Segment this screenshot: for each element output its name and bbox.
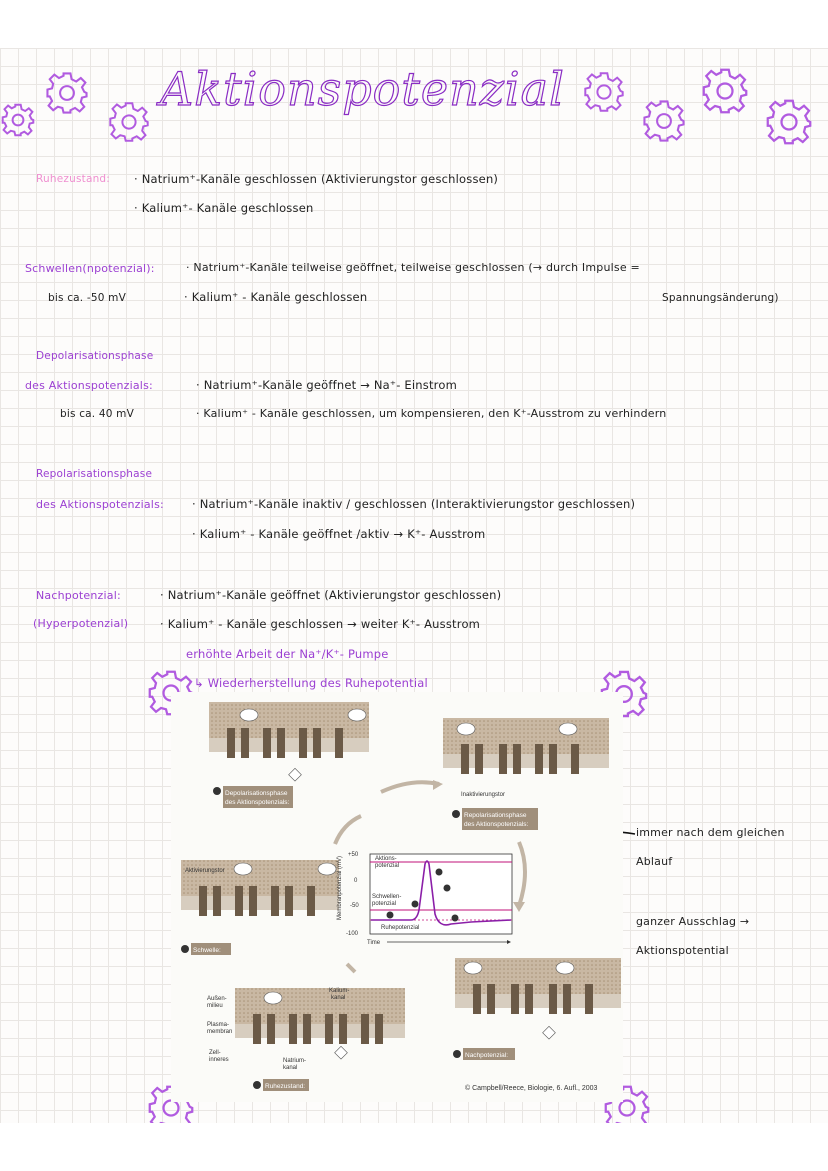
tick-label: 0 — [354, 878, 358, 884]
graph-annotation: Ruhepotenzial — [381, 925, 420, 931]
gear-icon — [107, 100, 151, 144]
text-line: · Kalium⁺ - Kanäle geschlossen, um kompensieren, den K⁺-Ausstrom zu verhindern — [196, 407, 667, 420]
tick-label: -100 — [346, 931, 359, 937]
label-aussenmilieu: milieu — [207, 1003, 223, 1009]
step3-label: des Aktionspotenzials: — [225, 799, 290, 806]
side-note: ganzer Ausschlag → — [636, 915, 750, 928]
side-note: Aktionspotential — [636, 944, 729, 957]
label-ruhezustand: Ruhezustand: — [36, 173, 111, 185]
axis-label: Time — [367, 940, 381, 946]
step1-label: Ruhezustand: — [265, 1083, 306, 1090]
label-aussenmilieu: Außen- — [207, 996, 227, 1002]
label-nachpotenzial: Nachpotenzial: — [36, 589, 121, 602]
aktivierungstor-label: Aktivierungstor — [185, 868, 225, 874]
gear-icon — [44, 70, 90, 116]
step2-label: Schwelle: — [193, 947, 221, 954]
gear-icon — [582, 70, 626, 114]
inaktivierungstor-label: Inaktivierungstor — [461, 792, 506, 798]
step5-label: Nachpotenzial: — [465, 1052, 508, 1059]
text-line: ↳ Wiederherstellung des Ruhepotential — [194, 676, 428, 690]
label-kaliumkanal: Kalium- — [329, 988, 350, 994]
text-line: · Natrium⁺-Kanäle geöffnet (Aktivierungstor geschlossen) — [160, 588, 502, 602]
label-natriumkanal: kanal — [283, 1065, 298, 1071]
gear-icon — [700, 66, 750, 116]
label-repolarisation: Repolarisationsphase — [36, 468, 153, 480]
text-line: bis ca. 40 mV — [60, 408, 134, 420]
text-line: · Natrium⁺-Kanäle geöffnet → Na⁺- Einstrom — [196, 378, 457, 392]
label-kaliumkanal: kanal — [331, 995, 346, 1001]
step4-label: Repolarisationsphase — [464, 812, 527, 819]
page-title: Aktionspotenzial — [160, 62, 565, 116]
text-line: · Kalium⁺ - Kanäle geschlossen → weiter K⁺- Ausstrom — [160, 617, 481, 631]
text-line: · Kalium⁺ - Kanäle geöffnet /aktiv → K⁺- Ausstrom — [192, 527, 486, 541]
panel-schwelle — [181, 860, 339, 955]
text-line: · Natrium⁺-Kanäle inaktiv / geschlossen (Interaktivierungstor geschlossen) — [192, 497, 636, 511]
text-line: · Kalium⁺ - Kanäle geschlossen — [184, 290, 368, 304]
gear-icon — [641, 98, 687, 144]
membrane-potential-graph — [337, 852, 512, 946]
tick-label: -50 — [350, 903, 359, 909]
panel-nachpotenzial — [453, 958, 621, 1060]
graph-annotation: Aktions- — [375, 856, 397, 862]
label-depolarisation: Depolarisationsphase — [36, 350, 154, 362]
side-note: Ablauf — [636, 855, 673, 868]
graph-annotation: Schwellen- — [372, 894, 402, 900]
panel-repolarisation — [443, 718, 609, 830]
label-depolarisation: des Aktionspotenzials: — [25, 379, 153, 392]
text-line: bis ca. -50 mV — [48, 292, 126, 304]
panel-depolarisation — [209, 702, 369, 808]
step4-label: des Aktionspotenzials: — [464, 821, 529, 828]
label-zellinneres: inneres — [209, 1057, 229, 1063]
label-repolarisation: des Aktionspotenzials: — [36, 498, 164, 511]
axis-label: Membranpotenzial (mV) — [337, 855, 343, 920]
figure-credit: © Campbell/Reece, Biologie, 6. Aufl., 2003 — [465, 1085, 598, 1092]
text-line: erhöhte Arbeit der Na⁺/K⁺- Pumpe — [186, 647, 389, 661]
action-potential-figure — [171, 692, 623, 1102]
label-plasmamembran: Plasma- — [207, 1022, 230, 1028]
label-natriumkanal: Natrium- — [283, 1058, 307, 1064]
panel-ruhezustand — [207, 988, 405, 1091]
gear-icon — [764, 97, 814, 147]
text-line: Spannungsänderung) — [662, 292, 779, 304]
step3-label: Depolarisationsphase — [225, 790, 288, 797]
text-line: · Natrium⁺-Kanäle teilweise geöffnet, teilweise geschlossen (→ durch Impulse = — [186, 261, 640, 274]
label-schwelle: Schwellen(npotenzial): — [25, 262, 155, 275]
graph-annotation: potenzial — [372, 901, 397, 907]
label-zellinneres: Zell- — [209, 1050, 221, 1056]
gear-icon — [0, 102, 36, 138]
side-note: immer nach dem gleichen — [636, 826, 785, 839]
graph-annotation: potenzial — [375, 863, 400, 869]
text-line: · Natrium⁺-Kanäle geschlossen (Aktivierungstor geschlossen) — [134, 172, 499, 186]
text-line: · Kalium⁺- Kanäle geschlossen — [134, 201, 314, 215]
label-hyperpotenzial: (Hyperpotenzial) — [33, 617, 129, 630]
tick-label: +50 — [348, 852, 359, 858]
label-plasmamembran: membran — [207, 1029, 233, 1035]
